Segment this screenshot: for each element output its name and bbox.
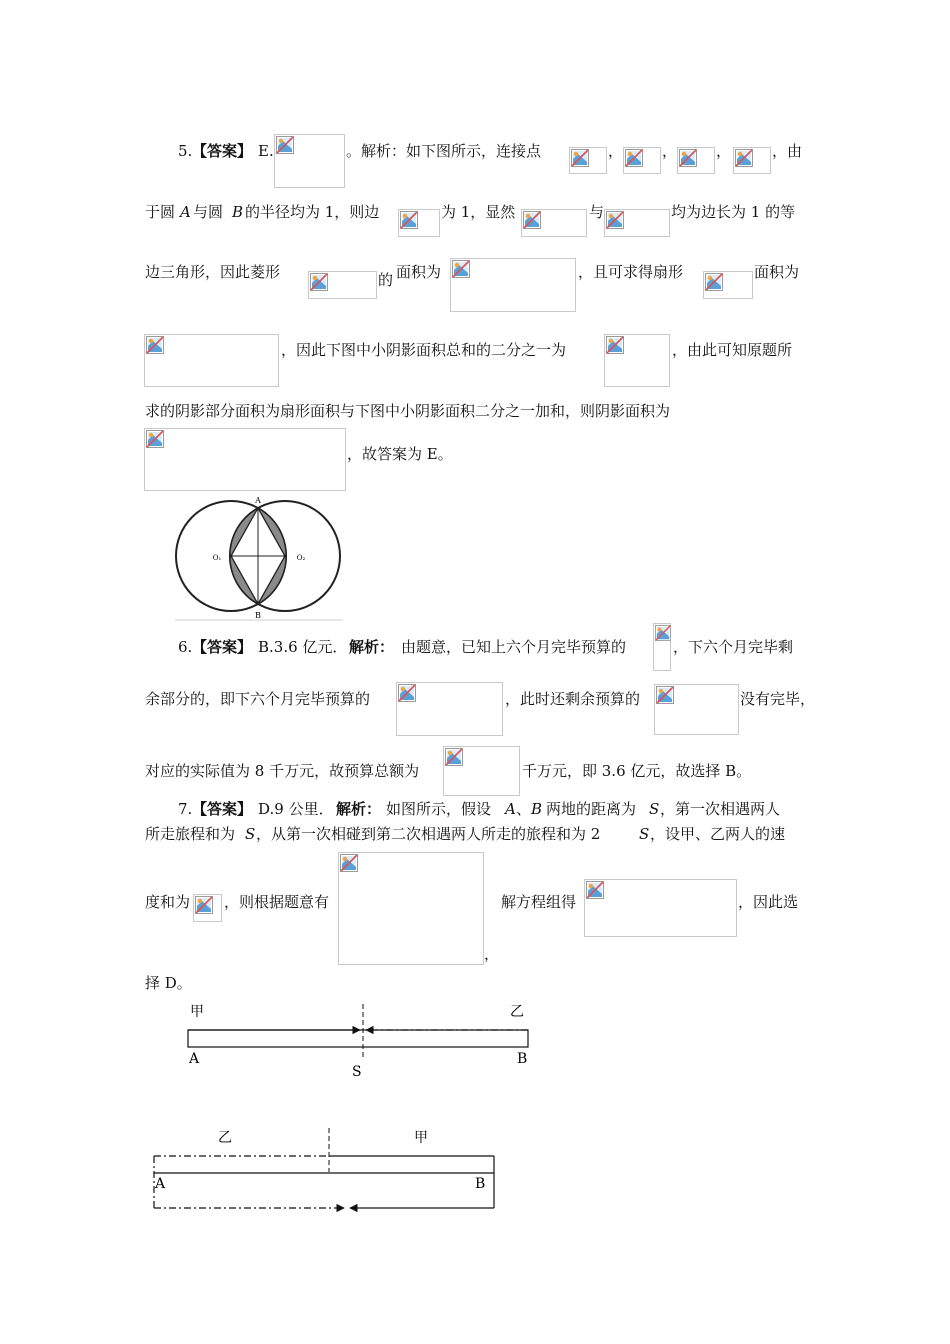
- answer-label: 【答案】: [192, 638, 253, 656]
- label-a: A: [189, 1051, 200, 1067]
- formula-image: [623, 147, 661, 174]
- label-yi: 乙: [218, 1130, 232, 1146]
- formula-image: [653, 623, 671, 671]
- label-b: B: [475, 1176, 486, 1192]
- text: 对应的实际值为 8 千万元，故预算总额为: [145, 762, 420, 780]
- var-s: S: [639, 825, 650, 843]
- label-b: B: [255, 611, 261, 620]
- text: ，因此选: [738, 893, 799, 911]
- broken-image-icon: [195, 896, 213, 914]
- text: 均为边长为 1 的等: [671, 203, 796, 221]
- broken-image-icon: [655, 625, 671, 641]
- var-a: A: [505, 800, 516, 818]
- formula-image: [521, 209, 587, 237]
- text: 余部分的，即下六个月完毕预算的: [145, 690, 371, 708]
- formula-image: [677, 147, 715, 174]
- answer-value: B.3.6 亿元．: [258, 638, 348, 656]
- text: 、: [516, 800, 532, 818]
- label-o1: O₁: [212, 554, 222, 562]
- question-number: 7.: [178, 800, 193, 818]
- label-s: S: [352, 1064, 362, 1080]
- label-a: A: [255, 496, 261, 505]
- formula-image: [308, 271, 377, 299]
- text: 度和为: [145, 893, 191, 911]
- broken-image-icon: [146, 336, 164, 354]
- text: 择 D。: [145, 974, 192, 992]
- text: 所走旅程和为: [145, 825, 236, 843]
- text: 千万元，即 3.6 亿元，故选择 B。: [522, 762, 752, 780]
- text: ，设甲、乙两人的速: [650, 825, 786, 843]
- broken-image-icon: [523, 211, 541, 229]
- text: ，且可求得扇形: [578, 263, 684, 281]
- formula-image: [338, 852, 484, 965]
- broken-image-icon: [340, 854, 358, 872]
- formula-image: [654, 684, 739, 735]
- var-s: S: [649, 800, 660, 818]
- text: 面积为: [754, 263, 800, 281]
- broken-image-icon: [310, 273, 328, 291]
- text: ，此时还剩余预算的: [505, 690, 641, 708]
- text: ，: [608, 142, 624, 160]
- formula-image: [703, 271, 753, 299]
- text: ，: [716, 142, 732, 160]
- text: 的: [378, 271, 394, 289]
- formula-image: [443, 746, 520, 796]
- second-meeting-diagram: [148, 1124, 508, 1219]
- formula-image: [144, 334, 279, 387]
- analysis-label: 解析：: [336, 800, 382, 818]
- broken-image-icon: [625, 149, 643, 167]
- label-a: A: [155, 1176, 166, 1192]
- text: 。解析：如下图所示，连接点: [346, 142, 542, 160]
- text: 面积为: [396, 263, 442, 281]
- answer-label: 【答案】: [192, 142, 253, 160]
- text: 为 1，显然: [441, 203, 516, 221]
- text: ，下六个月完毕剩: [673, 638, 794, 656]
- broken-image-icon: [400, 211, 418, 229]
- text: 与: [589, 203, 605, 221]
- broken-image-icon: [679, 149, 697, 167]
- text: ，: [662, 142, 678, 160]
- formula-image: [569, 147, 607, 174]
- answer-value: D.9 公里．: [258, 800, 334, 818]
- label-o2: O₂: [296, 554, 306, 562]
- text: ，由此可知原题所: [672, 341, 793, 359]
- var-a: A: [180, 203, 191, 221]
- label-jia: 甲: [190, 1004, 204, 1020]
- text: 与圆: [193, 203, 224, 221]
- formula-image: [604, 334, 670, 387]
- text: 解方程组得: [501, 893, 577, 911]
- broken-image-icon: [656, 686, 674, 704]
- text: ，: [484, 945, 500, 963]
- broken-image-icon: [452, 260, 470, 278]
- formula-image: [396, 682, 503, 736]
- label-jia: 甲: [414, 1130, 428, 1146]
- var-b: B: [232, 203, 244, 221]
- first-meeting-diagram: [180, 998, 540, 1083]
- label-b: B: [517, 1051, 528, 1067]
- var-b: B: [531, 800, 543, 818]
- text: 的半径均为 1，则边: [245, 203, 380, 221]
- text: ，则根据题意有: [224, 893, 330, 911]
- formula-image: [604, 209, 670, 237]
- formula-image: [144, 428, 346, 491]
- answer-value: E.: [258, 142, 274, 160]
- formula-image: [193, 894, 222, 922]
- answer-label: 【答案】: [192, 800, 253, 818]
- broken-image-icon: [606, 336, 624, 354]
- question-number: 6.: [178, 638, 193, 656]
- formula-image: [398, 209, 440, 237]
- formula-image: [274, 134, 345, 188]
- two-circles-figure: [175, 494, 345, 624]
- text: 如图所示，假设: [386, 800, 492, 818]
- text: ，因此下图中小阴影面积总和的二分之一为: [281, 341, 567, 359]
- question-number: 5.: [178, 142, 193, 160]
- broken-image-icon: [571, 149, 589, 167]
- broken-image-icon: [586, 881, 604, 899]
- formula-image: [450, 258, 576, 312]
- text: ，第一次相遇两人: [660, 800, 781, 818]
- formula-image: [733, 147, 771, 174]
- formula-image: [584, 879, 737, 937]
- text: 由题意，已知上六个月完毕预算的: [401, 638, 627, 656]
- text: ，由: [772, 142, 803, 160]
- text: ，从第一次相碰到第二次相遇两人所走的旅程和为 2: [256, 825, 601, 843]
- text: 求的阴影部分面积为扇形面积与下图中小阴影面积二分之一加和，则阴影面积为: [145, 402, 671, 420]
- broken-image-icon: [705, 273, 723, 291]
- broken-image-icon: [276, 136, 294, 154]
- broken-image-icon: [398, 684, 416, 702]
- text: 于圆: [145, 203, 176, 221]
- broken-image-icon: [735, 149, 753, 167]
- text: 没有完毕，: [740, 690, 816, 708]
- text: 边三角形，因此菱形: [145, 263, 281, 281]
- text: ，故答案为 E。: [347, 445, 453, 463]
- var-s: S: [245, 825, 256, 843]
- analysis-label: 解析：: [349, 638, 395, 656]
- text: 两地的距离为: [546, 800, 637, 818]
- broken-image-icon: [146, 430, 164, 448]
- broken-image-icon: [445, 748, 463, 766]
- broken-image-icon: [606, 211, 624, 229]
- label-yi: 乙: [510, 1004, 524, 1020]
